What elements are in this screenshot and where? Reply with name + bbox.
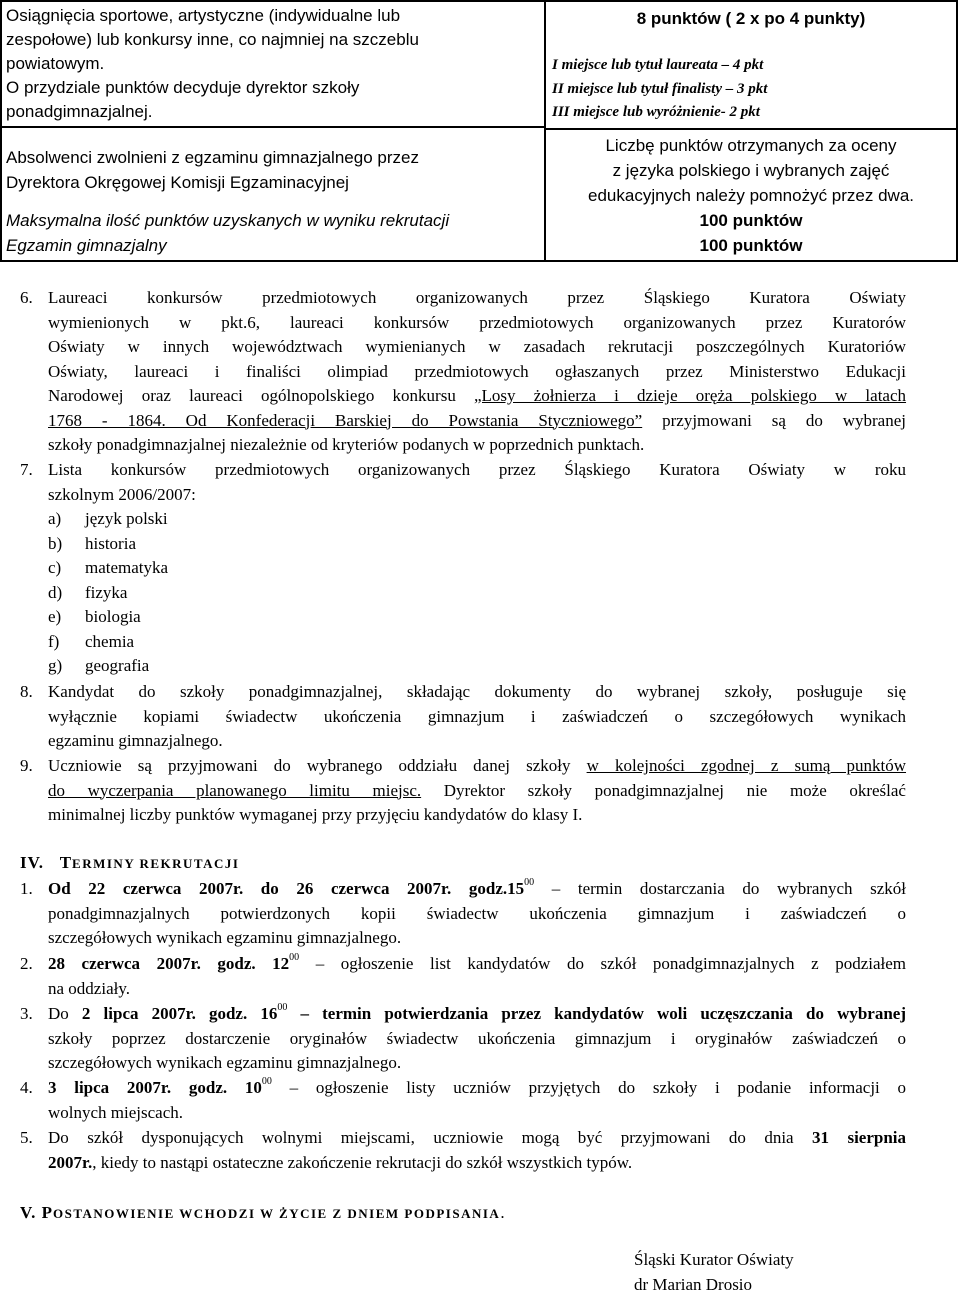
list-item (48, 532, 168, 557)
list-value: geografia (85, 656, 149, 675)
term-line: szczegółowych wynikach egzaminu gimnazjalnego. (48, 926, 906, 951)
term-line (48, 1002, 906, 1027)
term-date: 28 czerwca 2007r. godz. 12 (48, 954, 289, 973)
list-key: f) (48, 630, 85, 655)
paragraph-line (48, 754, 906, 779)
list-key: a) (48, 507, 85, 532)
max-points-value: 100 punktów (546, 209, 956, 233)
list-item (48, 630, 168, 655)
term-time-sup: 00 (277, 1002, 287, 1013)
paragraph-line (48, 384, 906, 409)
term-date: 2 lipca 2007r. godz. 16 (82, 1004, 277, 1023)
list-item (48, 654, 168, 679)
section-heading-iv (20, 853, 239, 873)
list-key: g) (48, 654, 85, 679)
paragraph-line: Lista konkursów przedmiotowych organizowanych przez Śląskiego Kuratora Oświaty w roku (48, 458, 906, 483)
signature-block (634, 1248, 794, 1297)
term-date: 2007r. (48, 1153, 92, 1172)
paragraph-line: wymienionych w pkt.6, laureaci konkursów przedmiotowych organizowanych przez Kuratorów (48, 311, 906, 336)
list-value: biologia (85, 607, 141, 626)
points-item: II miejsce lub tytuł finalisty – 3 pkt (552, 77, 960, 101)
section-heading-v (20, 1203, 506, 1223)
cell-text: Dyrektora Okręgowej Komisji Egzaminacyjnej (6, 171, 349, 195)
term-text: – ogłoszenie listy uczniów przyjętych do szkoły i podanie informacji o (290, 1078, 906, 1097)
signature-name: dr Marian Drosio (634, 1273, 794, 1297)
term-date: 3 lipca 2007r. godz. 10 (48, 1078, 262, 1097)
section-title-dot: . (500, 1203, 505, 1222)
list-key: d) (48, 581, 85, 606)
list-key: c) (48, 556, 85, 581)
cell-text: ponadgimnazjalnej. (6, 100, 153, 124)
term-number: 3. (20, 1002, 33, 1027)
paragraph-number: 9. (20, 754, 33, 779)
table-cell-achievements (0, 0, 546, 128)
term-date: Od 22 czerwca 2007r. do 26 czerwca 2007r. godz.15 (48, 879, 524, 898)
term-number: 4. (20, 1076, 33, 1101)
exam-label: Egzamin gimnazjalny (6, 234, 167, 258)
paragraph-line: szkoły ponadgimnazjalnej niezależnie od kryteriów podanych w poprzednich punktach. (48, 433, 906, 458)
term-line (48, 952, 906, 977)
contest-list (48, 507, 168, 679)
table-cell-multiplier (544, 128, 958, 262)
term-text: – ogłoszenie list kandydatów do szkół ponadgimnazjalnych z podziałem (316, 954, 906, 973)
section-roman: IV. (20, 853, 44, 872)
paragraph-line: Kandydat do szkoły ponadgimnazjalnej, składając dokumenty do wybranej szkoły, posługuje się (48, 680, 906, 705)
max-points-label: Maksymalna ilość punktów uzyskanych w wyniku rekrutacji (6, 209, 449, 233)
contest-name: 1768 - 1864. Od Konfederacji Barskiej do Powstania Styczniowego” (48, 411, 642, 430)
cell-text: Absolwenci zwolnieni z egzaminu gimnazjalnego przez (6, 146, 419, 170)
signature-title: Śląski Kurator Oświaty (634, 1248, 794, 1273)
list-value: chemia (85, 632, 134, 651)
cell-text: Liczbę punktów otrzymanych za oceny (546, 134, 956, 158)
paragraph-line: szkolnym 2006/2007: (48, 483, 906, 508)
section-title-initial: P (42, 1203, 53, 1222)
paragraph-text: Dyrektor szkoły ponadgimnazjalnej nie może określać (444, 781, 906, 800)
term-text: – termin dostarczania do wybranych szkół (552, 879, 906, 898)
term-text: , kiedy to nastąpi ostateczne zakończenie rekrutacji do szkół wszystkich typów. (92, 1153, 632, 1172)
term-line: na oddziały. (48, 977, 906, 1002)
term-number: 5. (20, 1126, 33, 1151)
criteria-table (0, 0, 958, 262)
paragraph-line: egzaminu gimnazjalnego. (48, 729, 906, 754)
section-title: OSTANOWIENIE WCHODZI W ŻYCIE Z DNIEM PODPISANIA (53, 1206, 500, 1221)
section-title: ERMINY REKRUTACJI (72, 856, 239, 871)
list-value: historia (85, 534, 136, 553)
term-line: szczegółowych wynikach egzaminu gimnazjalnego. (48, 1051, 906, 1076)
paragraph-number: 7. (20, 458, 33, 483)
points-heading: 8 punktów ( 2 x po 4 punkty) (546, 7, 956, 31)
cell-text: zespołowe) lub konkursy inne, co najmniej na szczeblu (6, 28, 419, 52)
list-item (48, 507, 168, 532)
list-value: matematyka (85, 558, 168, 577)
term-number: 2. (20, 952, 33, 977)
paragraph-line: Oświaty, laureaci i finaliści olimpiad przedmiotowych ogłaszanych przez Ministerstwo Edukacji (48, 360, 906, 385)
paragraph-text: Narodowej oraz laureaci ogólnopolskiego konkursu (48, 386, 456, 405)
section-roman: V. (20, 1203, 36, 1222)
list-item (48, 605, 168, 630)
term-line (48, 1126, 906, 1151)
term-line: szkoły poprzez dostarczenie oryginałów świadectw ukończenia gimnazjum i oryginałów zaświadczeń o (48, 1027, 906, 1052)
cell-text: edukacyjnych należy pomnożyć przez dwa. (546, 184, 956, 208)
paragraph-line: minimalnej liczby punktów wymaganej przy przyjęciu kandydatów do klasy I. (48, 803, 906, 828)
term-text: Do szkół dysponujących wolnymi miejscami, uczniowie mogą być przyjmowani do dnia (48, 1128, 794, 1147)
paragraph-line: Oświaty w innych województwach wymienianych w zasadach rekrutacji poszczególnych Kuratoriów (48, 335, 906, 360)
points-item: I miejsce lub tytuł laureata – 4 pkt (552, 53, 960, 77)
term-time-sup: 00 (524, 877, 534, 888)
underlined-text: do wyczerpania planowanego limitu miejsc. (48, 781, 421, 800)
term-number: 1. (20, 877, 33, 902)
cell-text: z języka polskiego i wybranych zajęć (546, 159, 956, 183)
paragraph-line: Laureaci konkursów przedmiotowych organizowanych przez Śląskiego Kuratora Oświaty (48, 286, 906, 311)
list-key: e) (48, 605, 85, 630)
underlined-text: w kolejności zgodnej z sumą punktów (587, 756, 906, 775)
table-cell-exempt (0, 126, 546, 262)
term-text: Do (48, 1004, 69, 1023)
list-key: b) (48, 532, 85, 557)
term-line: ponadgimnazjalnych potwierdzonych kopii świadectw ukończenia gimnazjum i zaświadczeń o (48, 902, 906, 927)
list-item (48, 581, 168, 606)
cell-text: powiatowym. (6, 52, 104, 76)
paragraph-number: 8. (20, 680, 33, 705)
list-item (48, 556, 168, 581)
paragraph-number: 6. (20, 286, 33, 311)
table-cell-points (544, 0, 958, 130)
term-time-sup: 00 (262, 1076, 272, 1087)
paragraph-line (48, 409, 906, 434)
term-line (48, 1076, 906, 1101)
paragraph-text: Uczniowie są przyjmowani do wybranego oddziału danej szkoły (48, 756, 570, 775)
exam-points-value: 100 punktów (546, 234, 956, 258)
points-item: III miejsce lub wyróżnienie- 2 pkt (552, 100, 960, 124)
term-line (48, 1151, 906, 1176)
term-time-sup: 00 (289, 952, 299, 963)
term-line: wolnych miejscach. (48, 1101, 906, 1126)
section-title-initial: T (60, 853, 72, 872)
term-line (48, 877, 906, 902)
paragraph-line (48, 779, 906, 804)
cell-text: Osiągnięcia sportowe, artystyczne (indywidualne lub (6, 4, 400, 28)
term-text-bold: – termin potwierdzania przez kandydatów woli uczęszczania do wybranej (301, 1004, 907, 1023)
term-date: 31 sierpnia (812, 1128, 906, 1147)
paragraph-line: wyłącznie kopiami świadectw ukończenia gimnazjum i zaświadczeń o szczegółowych wynikach (48, 705, 906, 730)
list-value: język polski (85, 509, 168, 528)
contest-name: „Losy żołnierza i dzieje oręża polskiego w latach (474, 386, 906, 405)
list-value: fizyka (85, 583, 127, 602)
paragraph-text: przyjmowani są do wybranej (662, 411, 906, 430)
cell-text: O przydziale punktów decyduje dyrektor szkoły (6, 76, 359, 100)
